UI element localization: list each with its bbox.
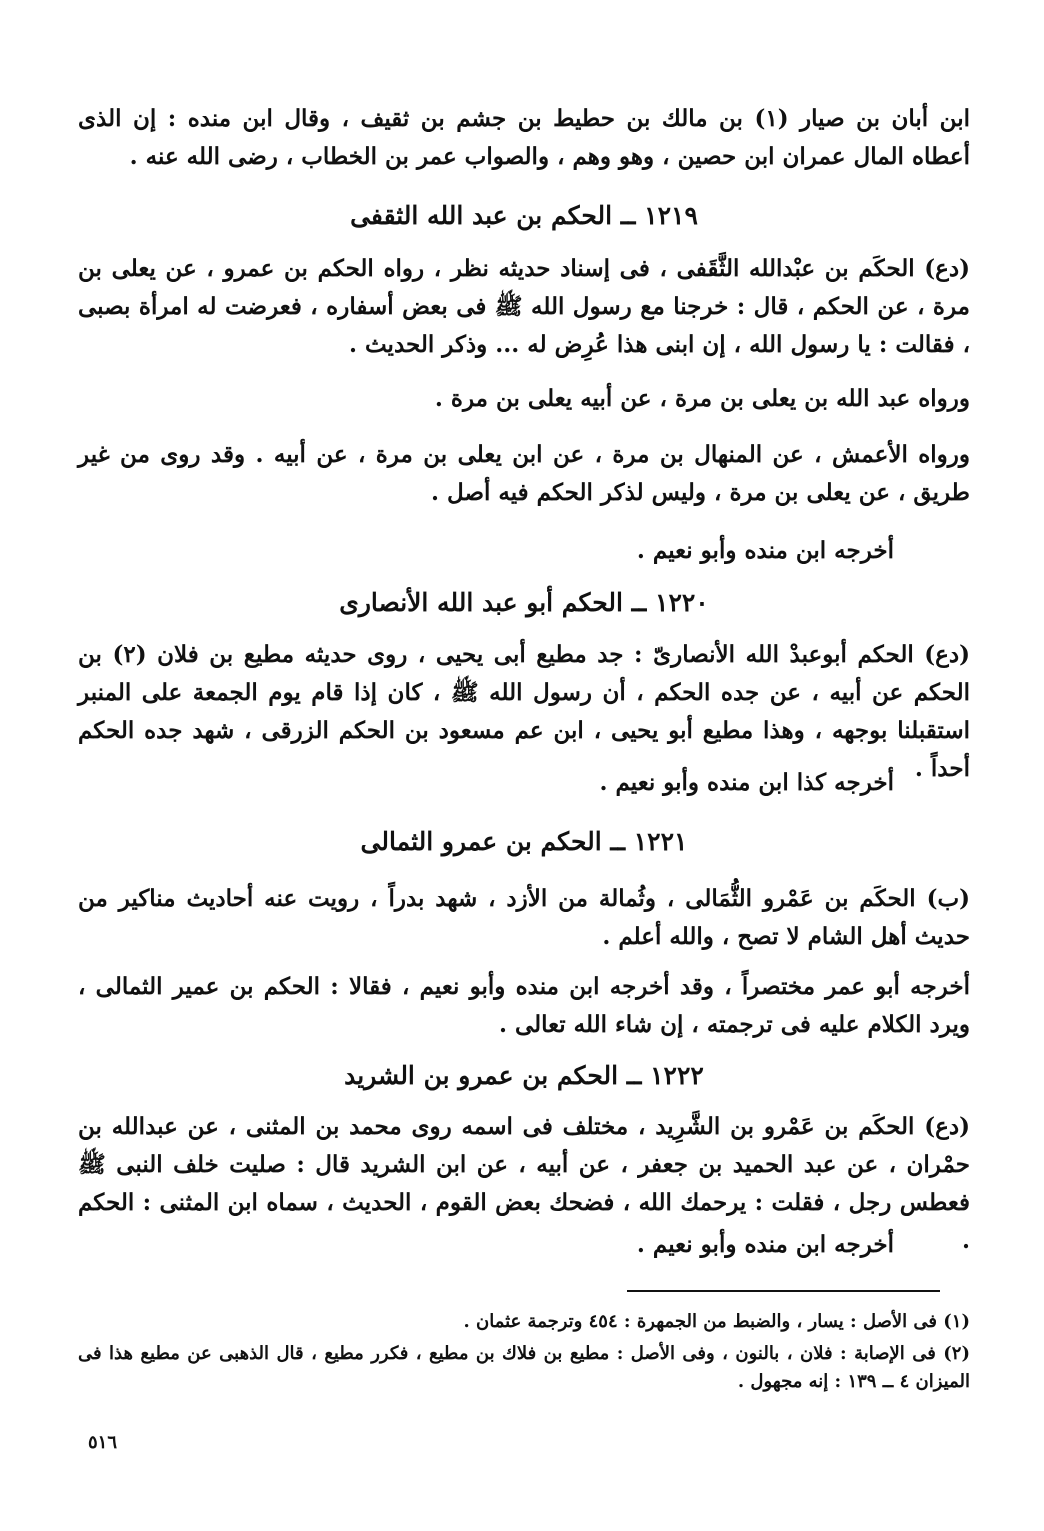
entry-1221-paragraph-2: أخرجه أبو عمر مختصراً ، وقد أخرجه ابن منده وأبو نعيم ، فقالا : الحكم بن عمير الثمالى ، ويرد الكلام عليه فى ترجمته ، إن شاء الله تعالى .	[78, 973, 970, 1038]
footnote-2: (٢) فى الإصابة : فلان ، بالنون ، وفى الأصل : مطيع بن فلاك بن مطيع ، فكرر مطيع ، قال الذهبى عن مطيع هذا فى الميزان ٤ ــ ١٣٩ : إنه مجهول .	[78, 1343, 970, 1392]
footnote-divider	[627, 1290, 940, 1292]
entry-1219-paragraph-1: (دع) الحكَم بن عبْدالله الثَّقَفى ، فى إسناد حديثه نظر ، رواه الحكم بن عمرو ، عن يعلى بن مرة ، عن الحكم ، قال : خرجنا مع رسول الله ﷺ فى بعض أسفاره ، فعرضت له امرأة بصبى ، فقالت : يا رسول الله ، إن ابنى هذا عُرِض له ... وذكر الحديث .	[78, 255, 970, 358]
page-number: ٥١٦	[88, 1432, 118, 1453]
entry-heading-1219: ١٢١٩ ــ الحكم بن عبد الله الثقفى	[350, 201, 698, 230]
footnote-1: (١) فى الأصل : يسار ، والضبط من الجمهرة : ٤٥٤ وترجمة عثمان .	[463, 1311, 970, 1332]
entry-1219-closing: أخرجه ابن منده وأبو نعيم .	[636, 537, 894, 564]
entry-1220-paragraph-1: (دع) الحكم أبوعبدْ الله الأنصارىّ : جد مطيع أبى يحيى ، روى حديثه مطيع بن فلان (٢) بن الحكم عن أبيه ، عن جده الحكم ، أن رسول الله ﷺ ، كان إذا قام يوم الجمعة على المنبر استقبلنا بوجهه ، وهذا مطيع أبو يحيى ، ابن عم مسعود بن الحكم الزرقى ، شهد جده الحكم أحداً .	[78, 641, 970, 782]
entry-1221-paragraph-1: (ب) الحكَم بن عَمْرو الثُّمَالى ، وثُمالة من الأزد ، شهد بدراً ، رويت عنه أحاديث مناكير من حديث أهل الشام لا تصح ، والله أعلم .	[78, 885, 970, 950]
entry-1219-paragraph-2: ورواه عبد الله بن يعلى بن مرة ، عن أبيه يعلى بن مرة .	[434, 385, 970, 412]
entry-1220-closing: أخرجه كذا ابن منده وأبو نعيم .	[599, 769, 894, 796]
entry-1222-paragraph-1: (دع) الحكَم بن عَمْرو بن الشَّرِيد ، مختلف فى اسمه روى محمد بن المثنى ، عن عبدالله بن حمْران ، عن عبد الحميد بن جعفر ، عن أبيه ، عن ابن الشريد قال : صليت خلف النبى ﷺ فعطس رجل ، فقلت : يرحمك الله ، فضحك بعض القوم ، الحديث ، سماه ابن المثنى : الحكم .	[78, 1113, 970, 1254]
intro-paragraph: ابن أبان بن صيار (١) بن مالك بن حطيط بن جشم بن ثقيف ، وقال ابن منده : إن الذى أعطاه المال عمران ابن حصين ، وهو وهم ، والصواب عمر بن الخطاب ، رضى الله عنه .	[78, 105, 970, 170]
entry-heading-1221: ١٢٢١ ــ الحكم بن عمرو الثمالى	[360, 827, 688, 856]
entry-1222-closing: أخرجه ابن منده وأبو نعيم .	[636, 1231, 894, 1258]
entry-heading-1222: ١٢٢٢ ــ الحكم بن عمرو بن الشريد	[344, 1061, 704, 1090]
entry-heading-1220: ١٢٢٠ ــ الحكم أبو عبد الله الأنصارى	[339, 588, 709, 617]
entry-1219-paragraph-3: ورواه الأعمش ، عن المنهال بن مرة ، عن ابن يعلى بن مرة ، عن أبيه . وقد روى من غير طريق ، عن يعلى بن مرة ، وليس لذكر الحكم فيه أصل .	[78, 441, 970, 506]
